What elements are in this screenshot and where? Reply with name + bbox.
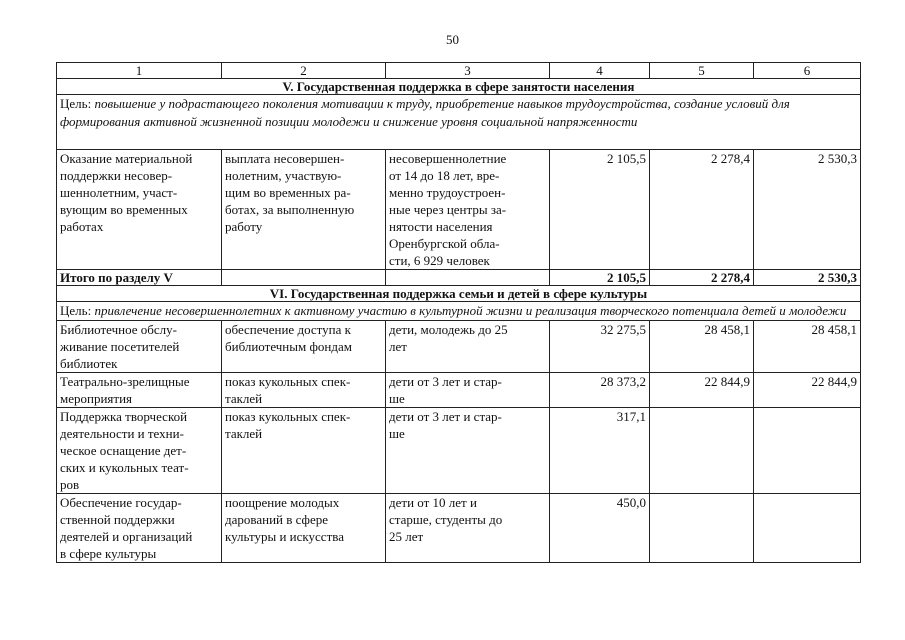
total-value: 2 278,4: [650, 270, 754, 286]
section-title: V. Государственная поддержка в сфере занятости населения: [57, 79, 861, 95]
value-cell: [650, 408, 754, 494]
total-value: 2 105,5: [550, 270, 650, 286]
total-value: 2 530,3: [754, 270, 861, 286]
column-number: 1: [57, 63, 222, 79]
section-goal-row: [57, 95, 861, 150]
measure-cell: Поддержка творческой деятельности и техни- ческое оснащение дет- ских и кукольных теат- ров: [57, 408, 222, 494]
form-cell: поощрение молодых дарований в сфере культуры и искусства: [222, 494, 386, 563]
column-number: 6: [754, 63, 861, 79]
goal-text: повышение у подрастающего поколения мотивации к труду, приобретение навыков трудоустройства, создание условий для формирования активной жизненной позиции молодежи и снижение уровня социальной напряженности: [60, 96, 790, 129]
value-cell: [650, 494, 754, 563]
form-cell: показ кукольных спек- таклей: [222, 408, 386, 494]
goal-label: Цель:: [60, 303, 92, 318]
section-goal: [57, 302, 861, 321]
measure-cell: Оказание материальной поддержки несовер- шеннолетним, участ- вующим во временных работах: [57, 150, 222, 270]
goal-text: привлечение несовершеннолетних к активному участию в культурной жизни и реализация творческого потенциала детей и молодежи: [94, 303, 847, 318]
table-row: [57, 494, 861, 563]
column-number: 5: [650, 63, 754, 79]
value-cell: 2 278,4: [650, 150, 754, 270]
section-goal-row: [57, 302, 861, 321]
section-total-row: [57, 270, 861, 286]
column-number: 4: [550, 63, 650, 79]
column-number: 3: [386, 63, 550, 79]
value-cell: 22 844,9: [754, 373, 861, 408]
form-cell: выплата несовершен- нолетним, участвую- щим во временных ра- ботах, за выполненную работу: [222, 150, 386, 270]
value-cell: 32 275,5: [550, 321, 650, 373]
value-cell: 22 844,9: [650, 373, 754, 408]
empty-cell: [386, 270, 550, 286]
form-cell: обеспечение доступа к библиотечным фондам: [222, 321, 386, 373]
section-title: VI. Государственная поддержка семьи и детей в сфере культуры: [57, 286, 861, 302]
goal-label: Цель:: [60, 96, 92, 111]
measure-cell: Театрально-зрелищные мероприятия: [57, 373, 222, 408]
table-row: [57, 150, 861, 270]
table-row: [57, 321, 861, 373]
section-header: [57, 286, 861, 302]
column-number-row: [57, 63, 861, 79]
total-label: Итого по разделу V: [57, 270, 222, 286]
value-cell: 28 458,1: [650, 321, 754, 373]
recipients-cell: дети от 10 лет и старше, студенты до 25 лет: [386, 494, 550, 563]
value-cell: 28 373,2: [550, 373, 650, 408]
recipients-cell: дети от 3 лет и стар- ше: [386, 408, 550, 494]
recipients-cell: дети, молодежь до 25 лет: [386, 321, 550, 373]
value-cell: 28 458,1: [754, 321, 861, 373]
value-cell: 2 105,5: [550, 150, 650, 270]
empty-cell: [222, 270, 386, 286]
value-cell: 2 530,3: [754, 150, 861, 270]
form-cell: показ кукольных спек- таклей: [222, 373, 386, 408]
recipients-cell: несовершеннолетние от 14 до 18 лет, вре- менно трудоустроен- ные через центры за- нятости населения Оренбургской обла- сти, 6 929 человек: [386, 150, 550, 270]
value-cell: 450,0: [550, 494, 650, 563]
page-number: 50: [446, 32, 459, 47]
column-number: 2: [222, 63, 386, 79]
value-cell: [754, 494, 861, 563]
measure-cell: Библиотечное обслу- живание посетителей библиотек: [57, 321, 222, 373]
measure-cell: Обеспечение государ- ственной поддержки деятелей и организаций в сфере культуры: [57, 494, 222, 563]
table-row: [57, 408, 861, 494]
section-header: [57, 79, 861, 95]
value-cell: 317,1: [550, 408, 650, 494]
table-row: [57, 373, 861, 408]
recipients-cell: дети от 3 лет и стар- ше: [386, 373, 550, 408]
budget-table: [56, 62, 861, 563]
value-cell: [754, 408, 861, 494]
section-goal: [57, 95, 861, 150]
